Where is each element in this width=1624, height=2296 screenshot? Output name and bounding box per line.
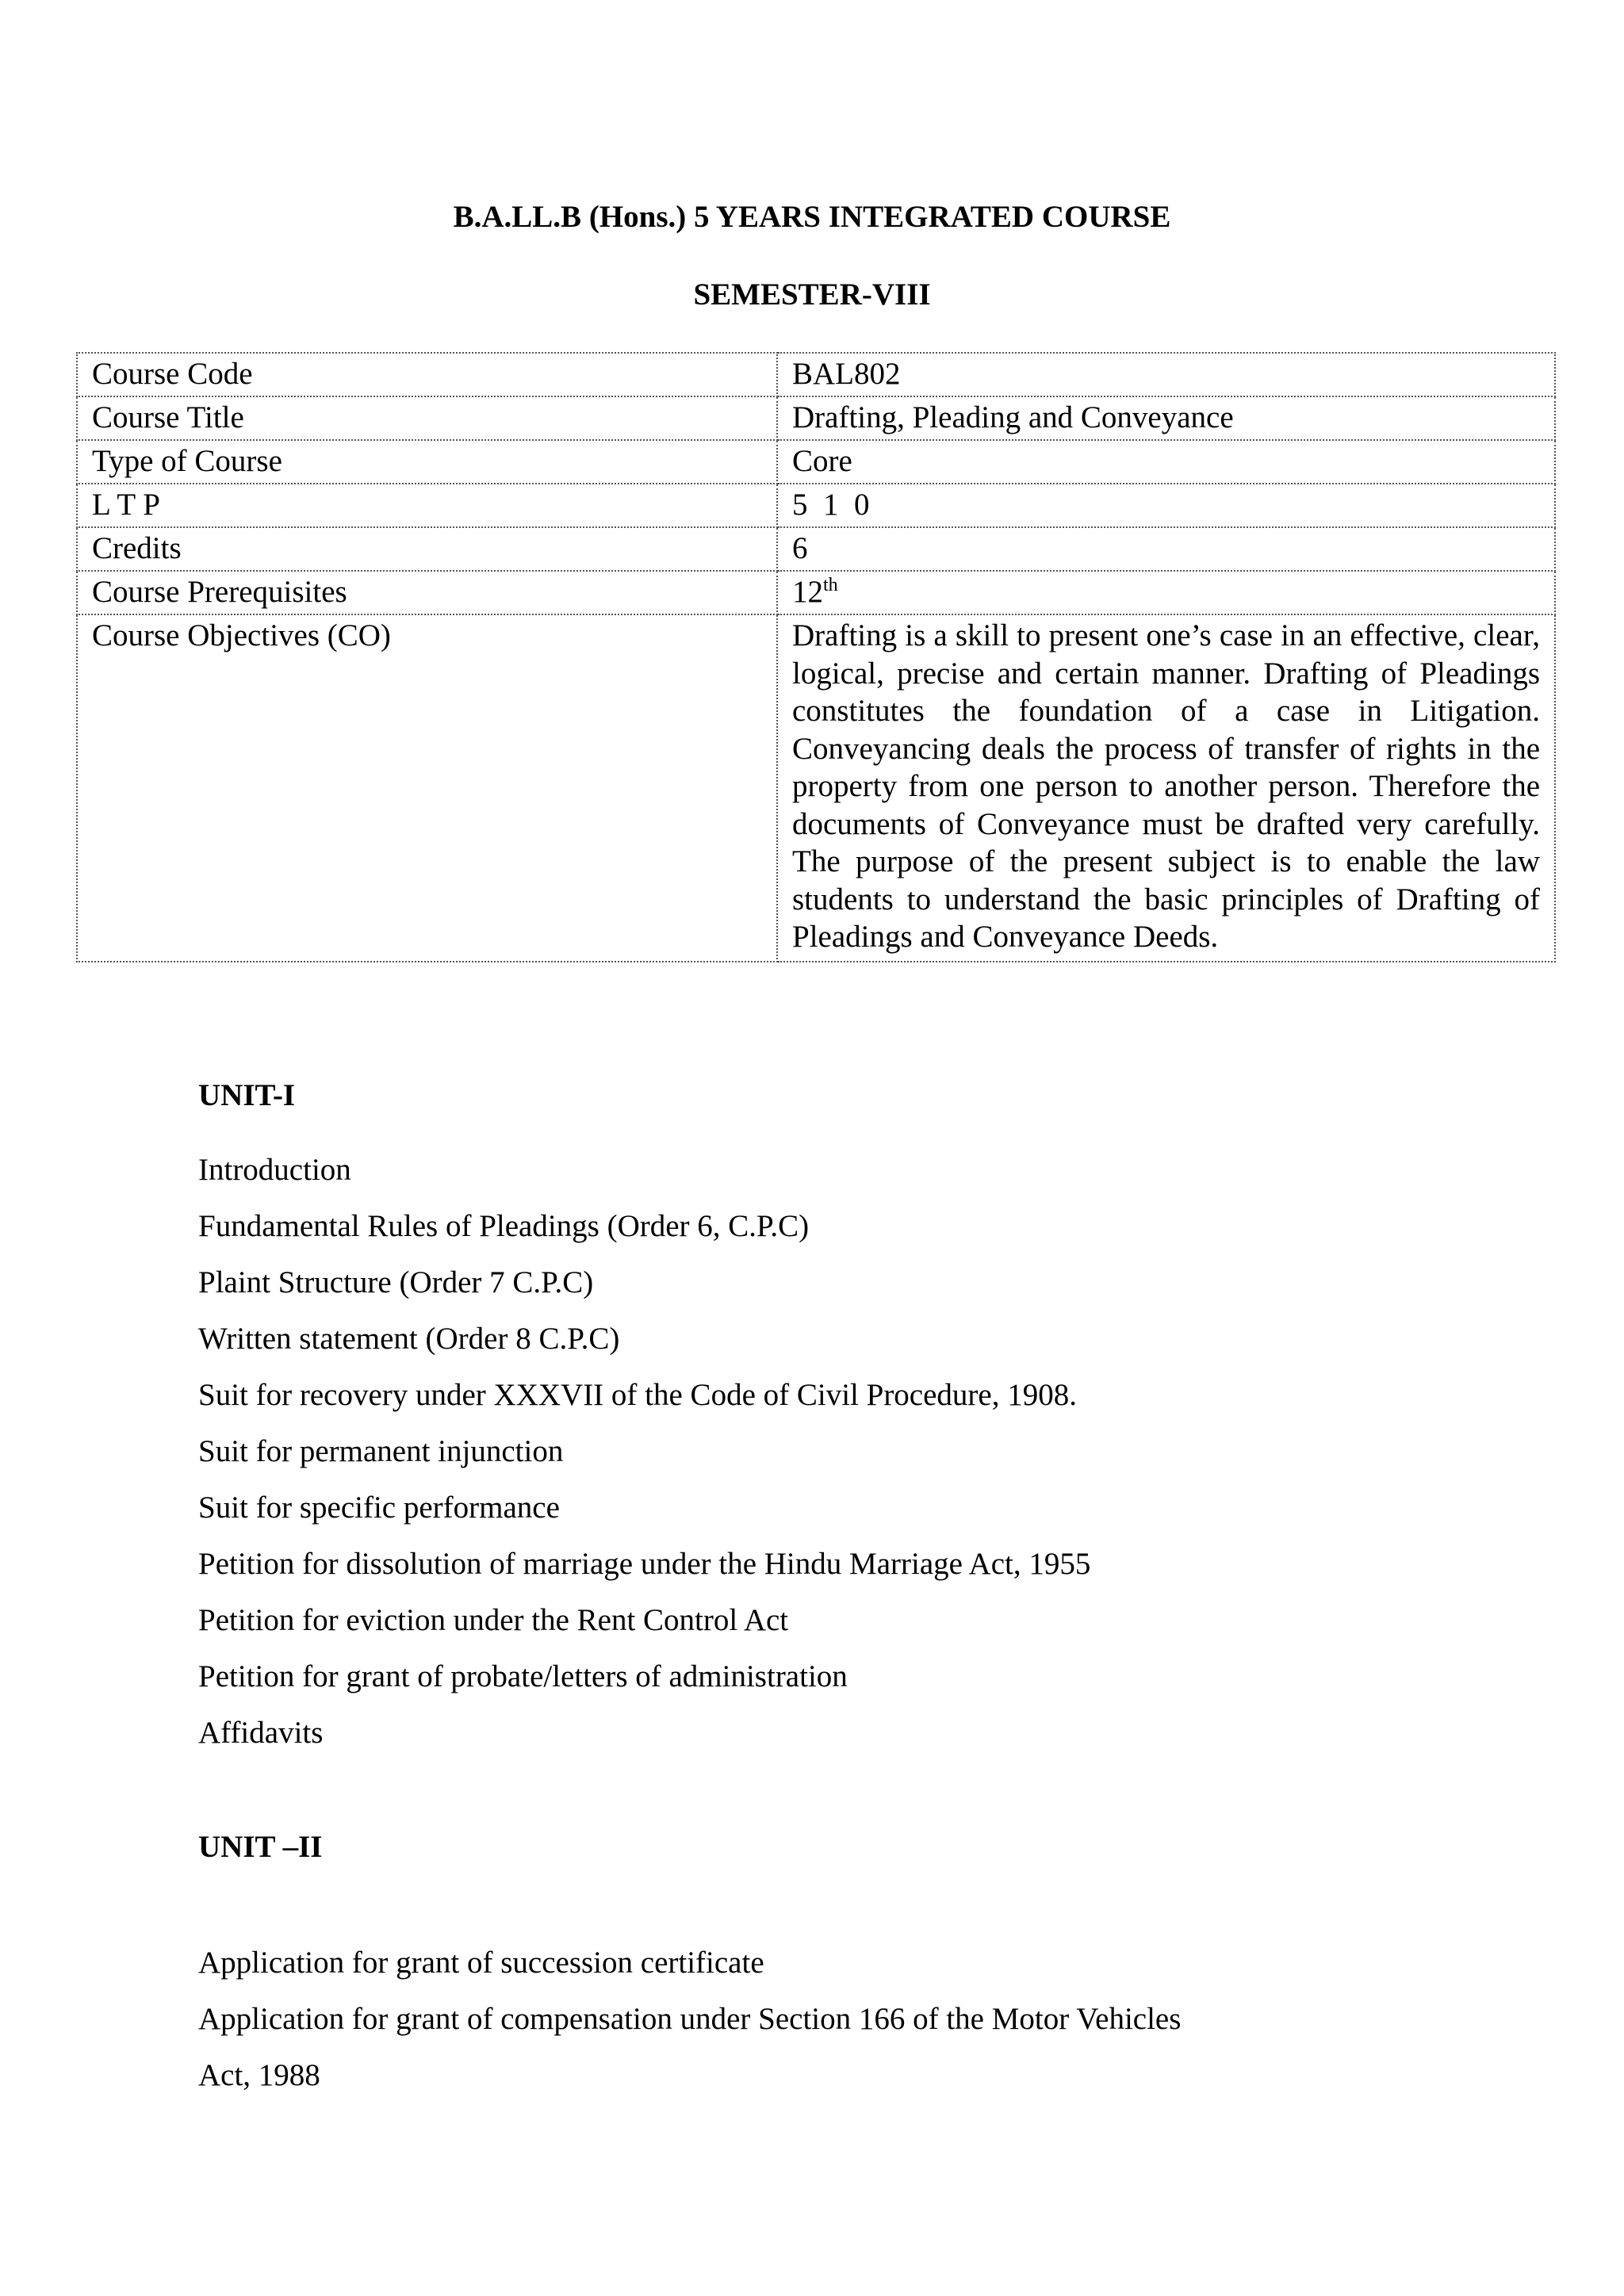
table-row <box>77 353 1555 396</box>
course-details-table <box>76 352 1556 962</box>
list-item: Introduction <box>198 1153 351 1187</box>
course-title-label: Course Title <box>77 396 777 440</box>
prerequisites-superscript: th <box>823 575 838 595</box>
table-row <box>77 527 1555 571</box>
unit-2-heading: UNIT –II <box>198 1830 323 1864</box>
list-item: Suit for specific performance <box>198 1490 560 1525</box>
table-row <box>77 484 1555 527</box>
list-item: Written statement (Order 8 C.P.C) <box>198 1322 620 1356</box>
course-type-value: Core <box>777 440 1555 484</box>
list-item: Fundamental Rules of Pleadings (Order 6, C.P.C) <box>198 1209 810 1243</box>
objectives-value: Drafting is a skill to present one’s case in an effective, clear, logical, precise and certain manner. Drafting of Pleadings constitutes the foundation of a case in Litigation. Conveyancing deals the process of transfer of rights in the property from one person to another person. Therefore the documents of Conveyance must be drafted very carefully. The purpose of the present subject is to enable the law students to understand the basic principles of Drafting of Pleadings and Conveyance Deeds. <box>777 614 1555 962</box>
prerequisites-label: Course Prerequisites <box>77 571 777 614</box>
list-item: Suit for permanent injunction <box>198 1434 564 1468</box>
prerequisites-value <box>777 571 1555 614</box>
course-code-label: Course Code <box>77 353 777 396</box>
list-item: Plaint Structure (Order 7 C.P.C) <box>198 1265 594 1299</box>
credits-label: Credits <box>77 527 777 571</box>
credits-value: 6 <box>777 527 1555 571</box>
objectives-label: Course Objectives (CO) <box>77 614 777 962</box>
list-item: Petition for grant of probate/letters of administration <box>198 1659 848 1693</box>
course-type-label: Type of Course <box>77 440 777 484</box>
ltp-value <box>777 484 1555 527</box>
course-title-value: Drafting, Pleading and Conveyance <box>777 396 1555 440</box>
ltp-label: L T P <box>77 484 777 527</box>
list-item: Petition for eviction under the Rent Control Act <box>198 1603 789 1637</box>
list-item: Suit for recovery under XXXVII of the Code of Civil Procedure, 1908. <box>198 1378 1077 1412</box>
semester-title: SEMESTER-VIII <box>693 277 931 312</box>
table-row <box>77 571 1555 614</box>
prerequisites-value-text: 12 <box>792 575 823 609</box>
unit-2-topic-list <box>198 1944 1546 2113</box>
unit-1-heading: UNIT-I <box>198 1078 296 1112</box>
list-item: Act, 1988 <box>198 2058 320 2092</box>
course-code-value: BAL802 <box>777 353 1555 396</box>
unit-1-topic-list <box>198 1151 1546 1770</box>
list-item: Petition for dissolution of marriage under the Hindu Marriage Act, 1955 <box>198 1547 1091 1581</box>
table-row <box>77 396 1555 440</box>
ltp-value-text: 5 1 0 <box>792 488 870 522</box>
table-row <box>77 440 1555 484</box>
list-item: Affidavits <box>198 1716 324 1750</box>
course-program-title: B.A.LL.B (Hons.) 5 YEARS INTEGRATED COURSE <box>453 200 1171 234</box>
list-item: Application for grant of compensation under Section 166 of the Motor Vehicles <box>198 2002 1182 2036</box>
list-item: Application for grant of succession certificate <box>198 1946 764 1980</box>
table-row <box>77 614 1555 962</box>
